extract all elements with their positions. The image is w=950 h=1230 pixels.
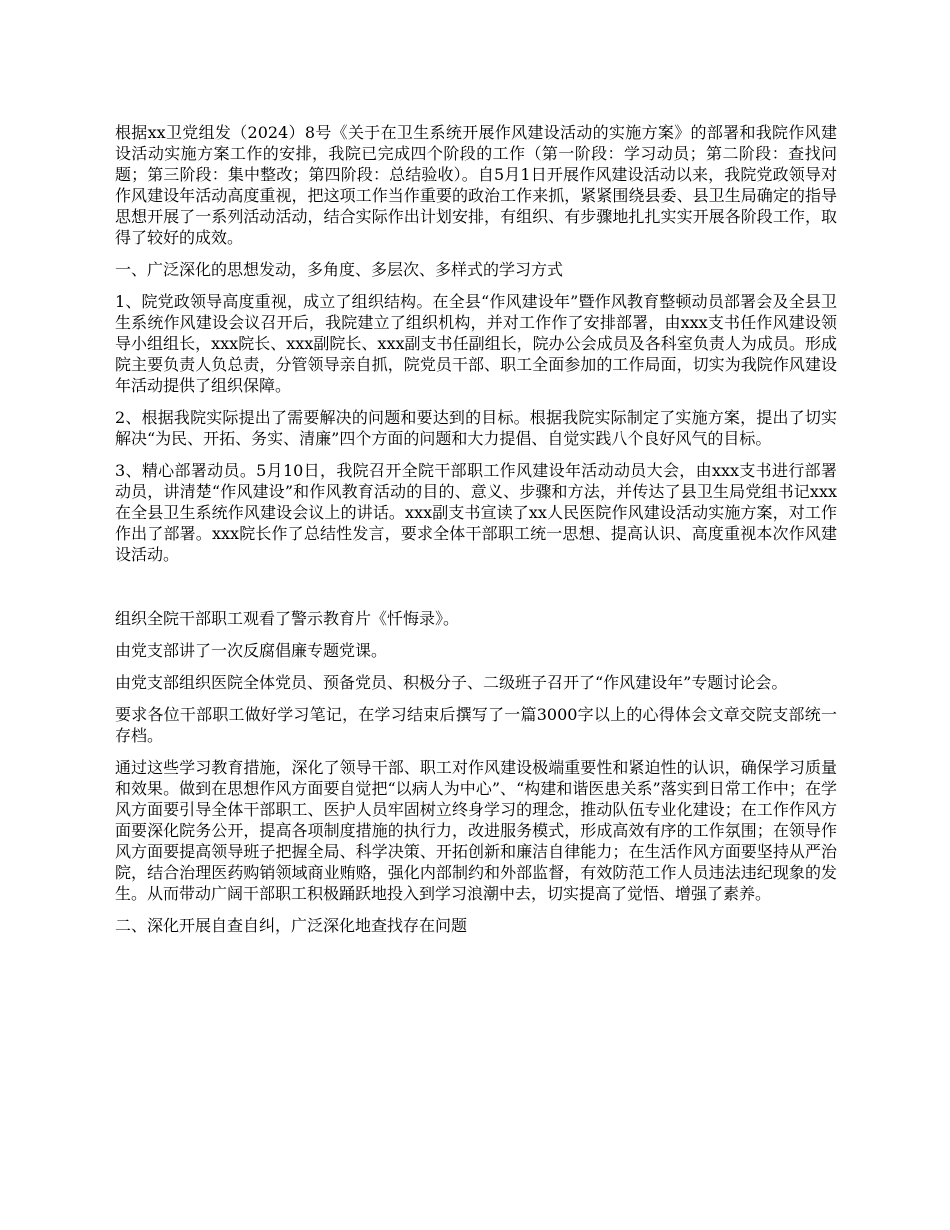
paragraph-seminar: 由党支部组织医院全体党员、预备党员、积极分子、二级班子召开了“作风建设年”专题讨论会。: [115, 673, 788, 692]
intro-paragraph: 根据xx卫党组发（2024）8号《关于在卫生系统开展作风建设活动的实施方案》的部署和我院作风建设活动实施方案工作的安排，我院已完成四个阶段的工作（第一阶段：学习动员；第二阶段：查找问题；第三阶段：集中整改；第四阶段：总结验收）。自5月1日开展作风建设活动以来，我院党政领导对作风建设年活动高度重视，把这项工作当作重要的政治工作来抓，紧紧围绕县委、县卫生局确定的指导思想开展了一系列活动活动，结合实际作出计划安排，有组织、有步骤地扎扎实实开展各阶段工作，取得了较好的成效。: [115, 123, 837, 247]
paragraph-item-2: 2、根据我院实际提出了需要解决的问题和要达到的目标。根据我院实际制定了实施方案，提出了切实解决“为民、开拓、务实、清廉”四个方面的问题和大力提倡、自觉实践八个良好风气的目标。: [115, 408, 837, 448]
paragraph-item-3: 3、精心部署动员。5月10日，我院召开全院干部职工作风建设年活动动员大会，由xxx支书进行部署动员，讲清楚“作风建设”和作风教育活动的目的、意义、步骤和方法，并传达了县卫生局党组书记xxx在全县卫生系统作风建设会议上的讲话。xxx副支书宣读了xx人民医院作风建设活动实施方案，对工作作出了部署。xxx院长作了总结性发言，要求全体干部职工统一思想、提高认识、高度重视本次作风建设活动。: [115, 461, 837, 564]
paragraph-item-1: 1、院党政领导高度重视，成立了组织结构。在全县“作风建设年”暨作风教育整顿动员部署会及全县卫生系统作风建设会议召开后，我院建立了组织机构，并对工作作了安排部署，由xxx支书任作风建设领导小组组长，xxx院长、xxx副院长、xxx副支书任副组长，院办公会成员及各科室负责人为成员。形成院主要负责人负总责，分管领导亲自抓，院党员干部、职工全面参加的工作局面，切实为我院作风建设年活动提供了组织保障。: [115, 292, 837, 395]
blank-gap: [115, 576, 837, 608]
paragraph-film: 组织全院干部职工观看了警示教育片《忏悔录》。: [115, 609, 460, 628]
section-heading-2: 二、深化开展自查自纠，广泛深化地查找存在问题: [115, 916, 468, 935]
paragraph-measures: 通过这些学习教育措施，深化了领导干部、职工对作风建设极端重要性和紧迫性的认识，确保学习质量和效果。做到在思想作风方面要自觉把“以病人为中心”、“构建和谐医患关系”落实到日常工作中；在学风方面要引导全体干部职工、医护人员牢固树立终身学习的理念，推动队伍专业化建设；在工作作风方面要深化院务公开，提高各项制度措施的执行力，改进服务模式，形成高效有序的工作氛围；在领导作风方面要提高领导班子把握全局、科学决策、开拓创新和廉洁自律能力；在生活作风方面要坚持从严治院，结合治理医药购销领域商业贿赂，强化内部制约和外部监督，有效防范工作人员违法违纪现象的发生。从而带动广阔干部职工积极踊跃地投入到学习浪潮中去，切实提高了觉悟、增强了素养。: [115, 758, 837, 903]
paragraph-party-lesson: 由党支部讲了一次反腐倡廉专题党课。: [115, 641, 388, 660]
document-body: [115, 122, 837, 947]
paragraph-notes: 要求各位干部职工做好学习笔记，在学习结束后撰写了一篇3000字以上的心得体会文章交院支部统一存档。: [115, 705, 837, 745]
section-heading-1: 一、广泛深化的思想发动，多角度、多层次、多样式的学习方式: [115, 260, 564, 279]
